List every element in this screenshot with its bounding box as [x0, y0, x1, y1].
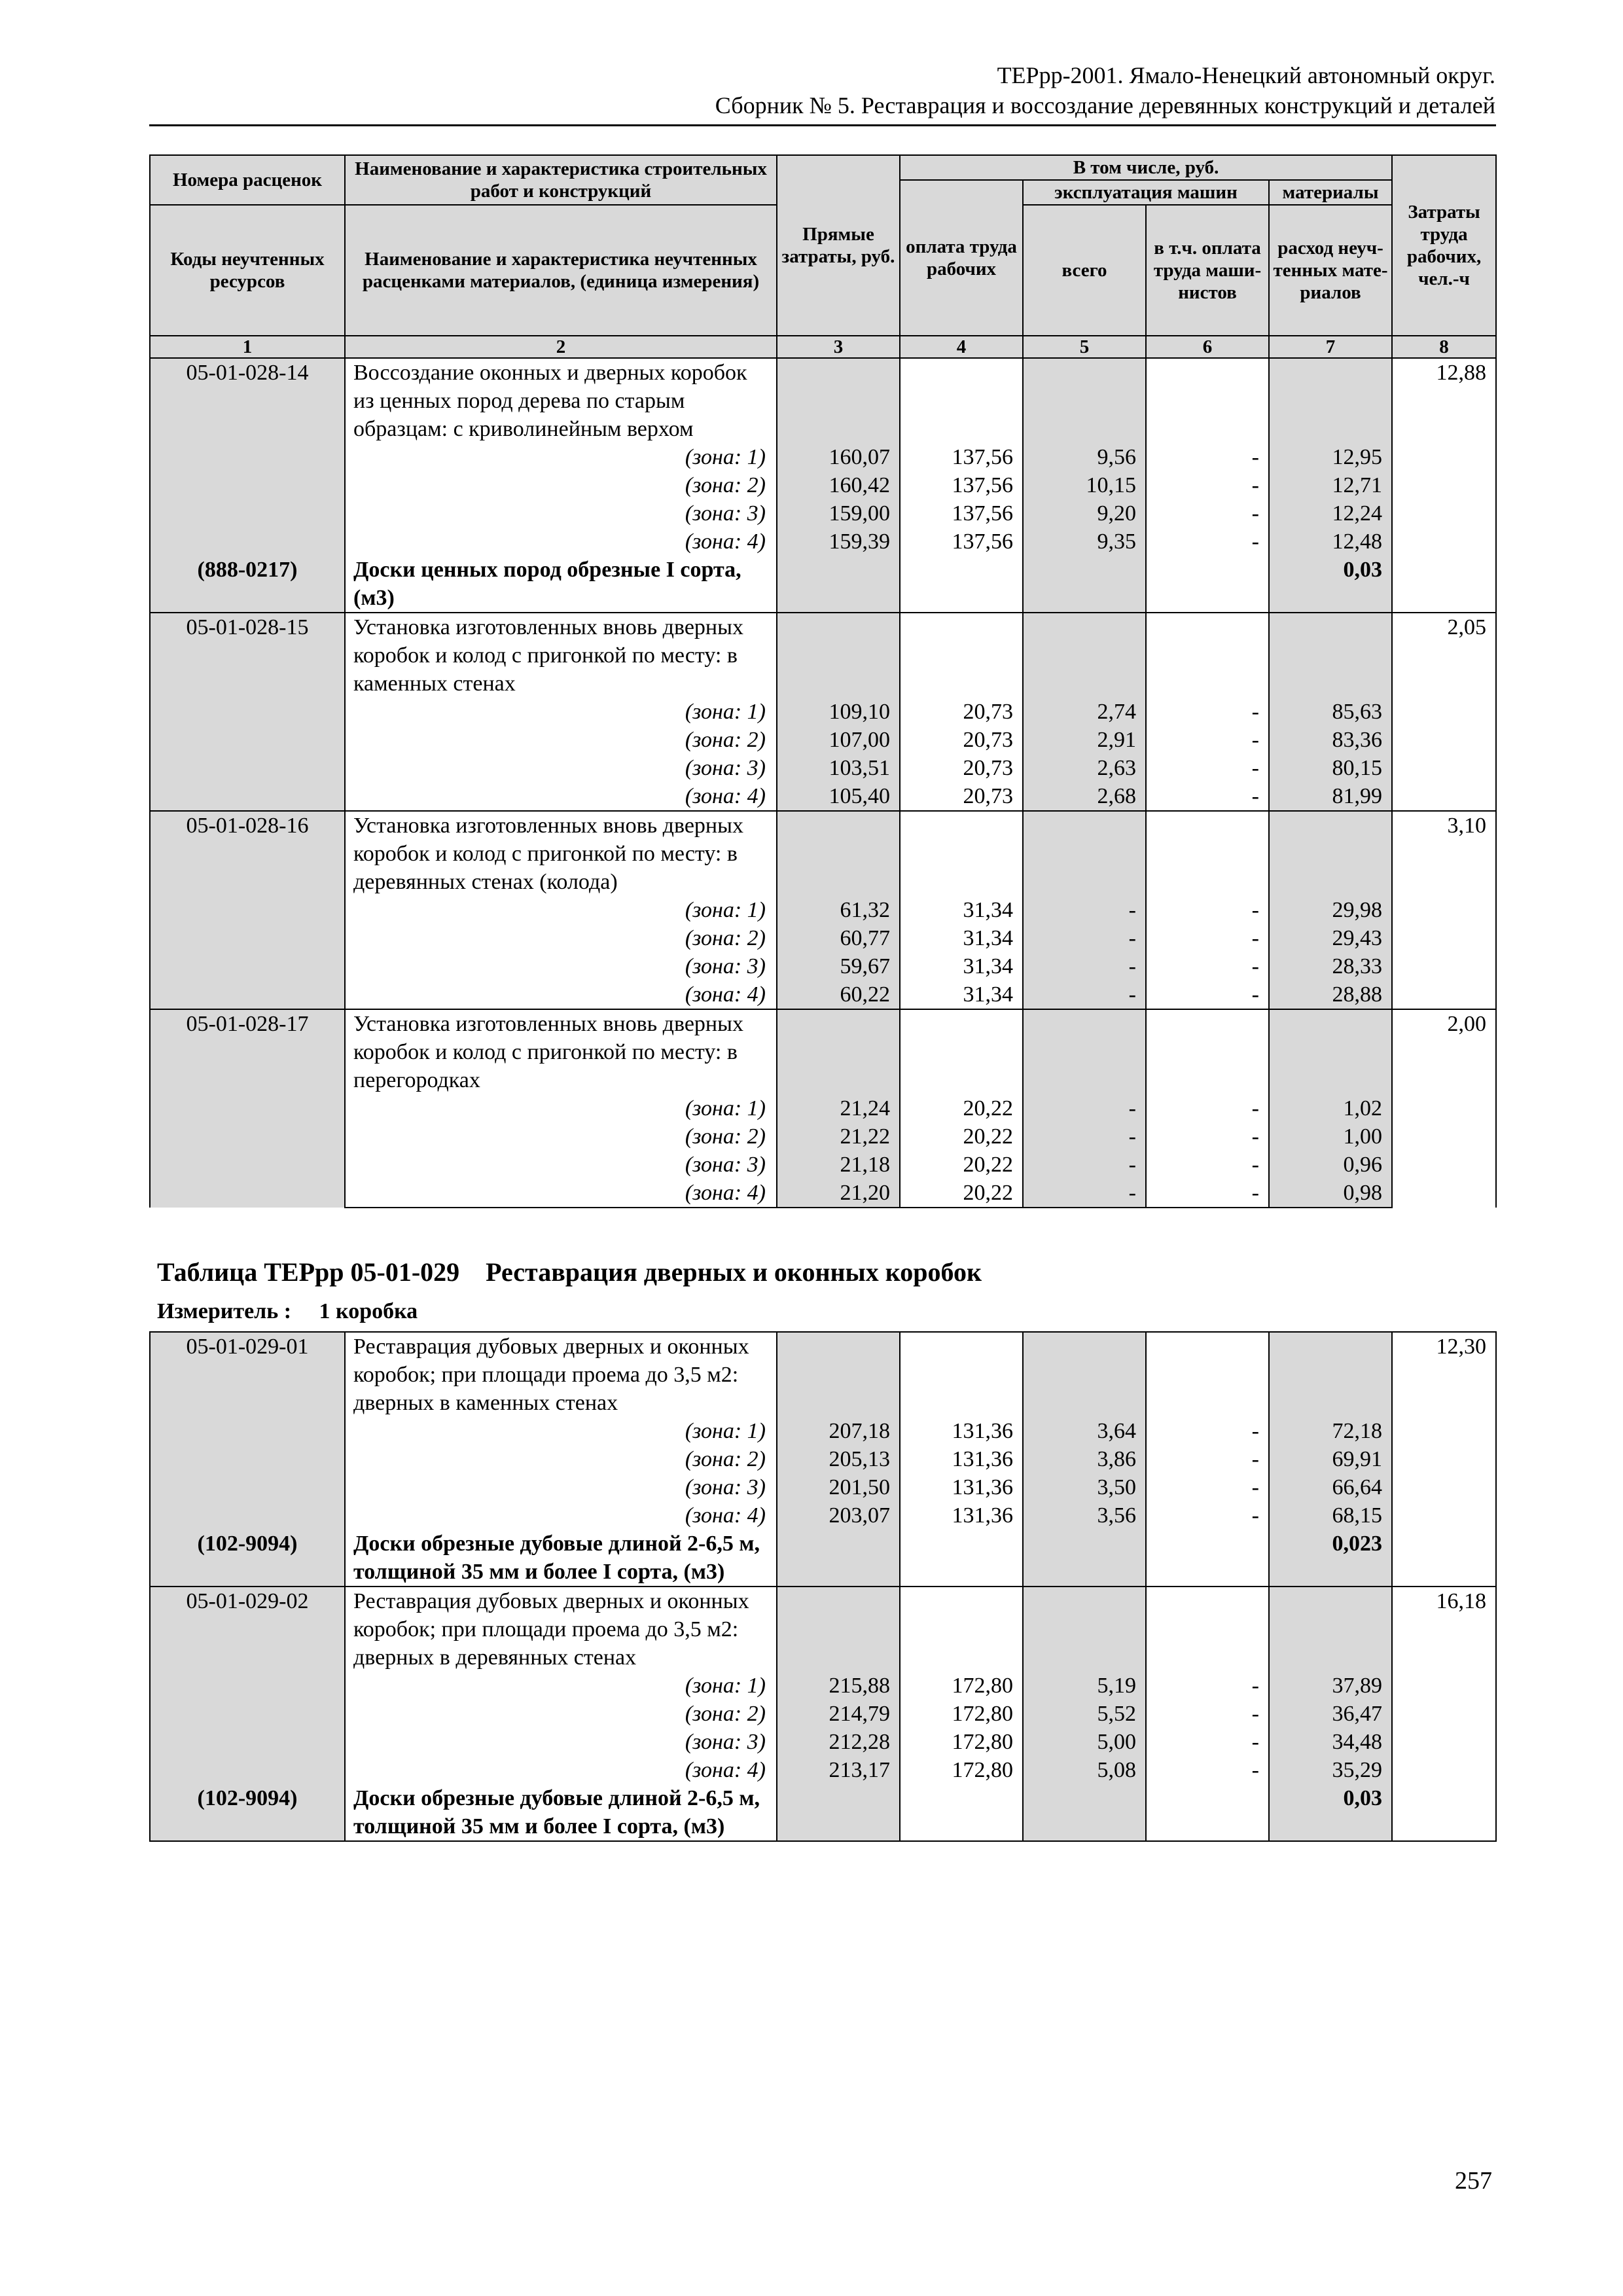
- column-number: 2: [345, 336, 777, 358]
- empty-cell: [1269, 1009, 1392, 1094]
- rate-name: Установка изготовленных вновь дверных коробок и колод с пригонкой по месту: в перегородках: [345, 1009, 777, 1094]
- zone-label: (зона: 4): [345, 1501, 777, 1530]
- header-rule: [149, 124, 1496, 126]
- rates-table-05-01-028: [149, 154, 1497, 1208]
- worker-pay: 20,73: [900, 698, 1023, 726]
- empty-cell: [1146, 1784, 1269, 1841]
- zone-row: [150, 1473, 1496, 1501]
- rate-name: Воссоздание оконных и дверных коробок из ценных пород дерева по старым образцам: с криволинейным верхом: [345, 358, 777, 443]
- zone-row: [150, 1700, 1496, 1728]
- header-work-name: Наименование и характеристика строительных работ и конструкций: [345, 155, 777, 205]
- header-unaccounted-materials: расход неуч-тенных мате-риалов: [1269, 205, 1392, 336]
- machinist-pay: -: [1146, 443, 1269, 471]
- zone-row: [150, 528, 1496, 556]
- resource-row: [150, 1784, 1496, 1841]
- machines-total: 2,91: [1023, 726, 1146, 754]
- zone-row: [150, 924, 1496, 952]
- machines-total: 9,20: [1023, 499, 1146, 528]
- zone-row: [150, 1728, 1496, 1756]
- zone-label: (зона: 1): [345, 1094, 777, 1122]
- machines-total: -: [1023, 896, 1146, 924]
- empty-cell: [1146, 1009, 1269, 1094]
- materials-cost: 1,02: [1269, 1094, 1392, 1122]
- materials-cost: 83,36: [1269, 726, 1392, 754]
- zone-label: (зона: 4): [345, 1756, 777, 1784]
- empty-cell: [777, 1784, 900, 1841]
- rate-row: [150, 1332, 1496, 1417]
- direct-cost: 61,32: [777, 896, 900, 924]
- materials-cost: 12,24: [1269, 499, 1392, 528]
- zone-label: (зона: 1): [345, 443, 777, 471]
- rate-block: [150, 811, 1496, 1009]
- labor-cost: 2,05: [1392, 613, 1496, 811]
- direct-cost: 159,39: [777, 528, 900, 556]
- machines-total: 3,50: [1023, 1473, 1146, 1501]
- labor-cost: 2,00: [1392, 1009, 1496, 1208]
- machines-total: 5,19: [1023, 1672, 1146, 1700]
- header-worker-pay: оплата труда рабочих: [900, 180, 1023, 336]
- zone-label: (зона: 4): [345, 1179, 777, 1208]
- machines-total: -: [1023, 952, 1146, 980]
- machines-total: -: [1023, 1151, 1146, 1179]
- table-2-title: Таблица ТЕРрр 05-01-029 Реставрация дверных и оконных коробок: [157, 1257, 982, 1287]
- direct-cost: 109,10: [777, 698, 900, 726]
- resource-name: Доски обрезные дубовые длиной 2-6,5 м, толщиной 35 мм и более I сорта, (м3): [345, 1784, 777, 1841]
- rate-block: [150, 1587, 1496, 1841]
- materials-cost: 12,71: [1269, 471, 1392, 499]
- rate-name: Реставрация дубовых дверных и оконных коробок; при площади проема до 3,5 м2: дверных в каменных стенах: [345, 1332, 777, 1417]
- worker-pay: 137,56: [900, 528, 1023, 556]
- zone-label: (зона: 3): [345, 499, 777, 528]
- worker-pay: 131,36: [900, 1473, 1023, 1501]
- rate-row: [150, 358, 1496, 443]
- rate-code: 05-01-028-14: [150, 358, 345, 556]
- empty-cell: [1269, 1587, 1392, 1672]
- running-header: [121, 60, 1495, 120]
- column-number: 6: [1146, 336, 1269, 358]
- worker-pay: 131,36: [900, 1501, 1023, 1530]
- machinist-pay: -: [1146, 1445, 1269, 1473]
- zone-label: (зона: 2): [345, 1445, 777, 1473]
- materials-cost: 34,48: [1269, 1728, 1392, 1756]
- worker-pay: 20,22: [900, 1094, 1023, 1122]
- empty-cell: [1146, 1587, 1269, 1672]
- empty-cell: [1023, 811, 1146, 896]
- column-number: 8: [1392, 336, 1496, 358]
- empty-cell: [1392, 1784, 1496, 1841]
- materials-cost: 0,96: [1269, 1151, 1392, 1179]
- worker-pay: 172,80: [900, 1672, 1023, 1700]
- zone-row: [150, 896, 1496, 924]
- zone-row: [150, 1151, 1496, 1179]
- zone-row: [150, 471, 1496, 499]
- direct-cost: 21,24: [777, 1094, 900, 1122]
- rate-name: Установка изготовленных вновь дверных коробок и колод с пригонкой по месту: в деревянных стенах (колода): [345, 811, 777, 896]
- labor-cost: 12,88: [1392, 358, 1496, 556]
- materials-cost: 72,18: [1269, 1417, 1392, 1445]
- machinist-pay: -: [1146, 754, 1269, 782]
- empty-cell: [1023, 1332, 1146, 1417]
- zone-label: (зона: 1): [345, 1417, 777, 1445]
- machinist-pay: -: [1146, 1094, 1269, 1122]
- rate-code: 05-01-028-15: [150, 613, 345, 811]
- zone-row: [150, 980, 1496, 1009]
- empty-cell: [900, 811, 1023, 896]
- machinist-pay: -: [1146, 1417, 1269, 1445]
- zone-label: (зона: 3): [345, 952, 777, 980]
- direct-cost: 159,00: [777, 499, 900, 528]
- zone-label: (зона: 4): [345, 528, 777, 556]
- machinist-pay: -: [1146, 952, 1269, 980]
- materials-cost: 80,15: [1269, 754, 1392, 782]
- rate-code: 05-01-028-16: [150, 811, 345, 1009]
- empty-cell: [900, 1009, 1023, 1094]
- direct-cost: 207,18: [777, 1417, 900, 1445]
- zone-row: [150, 443, 1496, 471]
- machines-total: 9,56: [1023, 443, 1146, 471]
- zone-row: [150, 1445, 1496, 1473]
- machinist-pay: -: [1146, 726, 1269, 754]
- zone-label: (зона: 4): [345, 980, 777, 1009]
- rate-block: [150, 613, 1496, 811]
- materials-cost: 12,95: [1269, 443, 1392, 471]
- rate-code: 05-01-028-17: [150, 1009, 345, 1208]
- direct-cost: 21,22: [777, 1122, 900, 1151]
- worker-pay: 31,34: [900, 980, 1023, 1009]
- direct-cost: 60,77: [777, 924, 900, 952]
- header-direct-costs: Прямые затраты, руб.: [777, 155, 900, 336]
- zone-row: [150, 1417, 1496, 1445]
- worker-pay: 172,80: [900, 1728, 1023, 1756]
- materials-cost: 29,43: [1269, 924, 1392, 952]
- worker-pay: 20,73: [900, 754, 1023, 782]
- rate-code: 05-01-029-02: [150, 1587, 345, 1784]
- zone-label: (зона: 3): [345, 1473, 777, 1501]
- worker-pay: 20,73: [900, 726, 1023, 754]
- machines-total: 3,56: [1023, 1501, 1146, 1530]
- zone-row: [150, 952, 1496, 980]
- resource-name: Доски обрезные дубовые длиной 2-6,5 м, толщиной 35 мм и более I сорта, (м3): [345, 1530, 777, 1587]
- zone-row: [150, 499, 1496, 528]
- header-materials: материалы: [1269, 180, 1392, 205]
- empty-cell: [1392, 556, 1496, 613]
- header-machinist-pay: в т.ч. оплата труда маши-нистов: [1146, 205, 1269, 336]
- worker-pay: 31,34: [900, 924, 1023, 952]
- direct-cost: 21,20: [777, 1179, 900, 1208]
- empty-cell: [777, 358, 900, 443]
- header-resource-codes: Коды неучтенных ресурсов: [150, 205, 345, 336]
- zone-row: [150, 782, 1496, 811]
- page-number: 257: [1455, 2167, 1492, 2195]
- materials-cost: 81,99: [1269, 782, 1392, 811]
- resource-code: (888-0217): [150, 556, 345, 613]
- worker-pay: 20,22: [900, 1151, 1023, 1179]
- resource-row: [150, 556, 1496, 613]
- empty-cell: [1146, 1530, 1269, 1587]
- zone-label: (зона: 1): [345, 698, 777, 726]
- zone-row: [150, 1501, 1496, 1530]
- machines-total: -: [1023, 1122, 1146, 1151]
- zone-label: (зона: 1): [345, 896, 777, 924]
- empty-cell: [900, 556, 1023, 613]
- machinist-pay: -: [1146, 698, 1269, 726]
- machinist-pay: -: [1146, 1728, 1269, 1756]
- machines-total: 2,68: [1023, 782, 1146, 811]
- worker-pay: 131,36: [900, 1445, 1023, 1473]
- labor-cost: 3,10: [1392, 811, 1496, 1009]
- materials-cost: 68,15: [1269, 1501, 1392, 1530]
- machines-total: -: [1023, 924, 1146, 952]
- header-machines-total: всего: [1023, 205, 1146, 336]
- rate-name: Установка изготовленных вновь дверных коробок и колод с пригонкой по месту: в каменных стенах: [345, 613, 777, 698]
- empty-cell: [900, 1587, 1023, 1672]
- direct-cost: 215,88: [777, 1672, 900, 1700]
- machinist-pay: -: [1146, 499, 1269, 528]
- materials-cost: 12,48: [1269, 528, 1392, 556]
- machinist-pay: -: [1146, 1501, 1269, 1530]
- direct-cost: 212,28: [777, 1728, 900, 1756]
- machines-total: -: [1023, 980, 1146, 1009]
- zone-row: [150, 1122, 1496, 1151]
- machines-total: 3,64: [1023, 1417, 1146, 1445]
- empty-cell: [777, 556, 900, 613]
- machinist-pay: -: [1146, 1179, 1269, 1208]
- empty-cell: [1023, 1530, 1146, 1587]
- column-number: 1: [150, 336, 345, 358]
- machinist-pay: -: [1146, 924, 1269, 952]
- worker-pay: 172,80: [900, 1700, 1023, 1728]
- materials-cost: 66,64: [1269, 1473, 1392, 1501]
- machinist-pay: -: [1146, 782, 1269, 811]
- empty-cell: [1023, 556, 1146, 613]
- materials-cost: 0,98: [1269, 1179, 1392, 1208]
- worker-pay: 137,56: [900, 443, 1023, 471]
- machinist-pay: -: [1146, 1756, 1269, 1784]
- header-including: В том числе, руб.: [900, 155, 1392, 180]
- empty-cell: [1146, 556, 1269, 613]
- labor-cost: 12,30: [1392, 1332, 1496, 1530]
- rate-row: [150, 613, 1496, 698]
- resource-code: (102-9094): [150, 1530, 345, 1587]
- rate-name: Реставрация дубовых дверных и оконных коробок; при площади проема до 3,5 м2: дверных в деревянных стенах: [345, 1587, 777, 1672]
- resource-code: (102-9094): [150, 1784, 345, 1841]
- empty-cell: [900, 1530, 1023, 1587]
- column-number-row: [150, 336, 1496, 358]
- worker-pay: 31,34: [900, 896, 1023, 924]
- empty-cell: [1146, 358, 1269, 443]
- direct-cost: 59,67: [777, 952, 900, 980]
- zone-label: (зона: 4): [345, 782, 777, 811]
- zone-label: (зона: 2): [345, 924, 777, 952]
- column-number: 3: [777, 336, 900, 358]
- empty-cell: [1269, 358, 1392, 443]
- machinist-pay: -: [1146, 980, 1269, 1009]
- rate-code: 05-01-029-01: [150, 1332, 345, 1530]
- empty-cell: [1146, 613, 1269, 698]
- materials-cost: 69,91: [1269, 1445, 1392, 1473]
- empty-cell: [1269, 811, 1392, 896]
- direct-cost: 214,79: [777, 1700, 900, 1728]
- zone-row: [150, 754, 1496, 782]
- zone-label: (зона: 3): [345, 754, 777, 782]
- rate-row: [150, 1587, 1496, 1672]
- worker-pay: 31,34: [900, 952, 1023, 980]
- empty-cell: [1269, 1332, 1392, 1417]
- zone-row: [150, 1179, 1496, 1208]
- empty-cell: [1023, 1587, 1146, 1672]
- machinist-pay: -: [1146, 1473, 1269, 1501]
- rate-row: [150, 811, 1496, 896]
- header-line-2: Сборник № 5. Реставрация и воссоздание деревянных конструкций и деталей: [715, 92, 1495, 118]
- empty-cell: [777, 1332, 900, 1417]
- direct-cost: 201,50: [777, 1473, 900, 1501]
- direct-cost: 107,00: [777, 726, 900, 754]
- materials-cost: 37,89: [1269, 1672, 1392, 1700]
- materials-cost: 28,88: [1269, 980, 1392, 1009]
- worker-pay: 137,56: [900, 471, 1023, 499]
- materials-cost: 35,29: [1269, 1756, 1392, 1784]
- machines-total: -: [1023, 1094, 1146, 1122]
- header-labor-costs: Затраты труда рабочих, чел.-ч: [1392, 155, 1496, 336]
- rate-block: [150, 358, 1496, 613]
- machines-total: 10,15: [1023, 471, 1146, 499]
- zone-label: (зона: 3): [345, 1728, 777, 1756]
- empty-cell: [777, 811, 900, 896]
- worker-pay: 20,22: [900, 1179, 1023, 1208]
- resource-amount: 0,023: [1269, 1530, 1392, 1587]
- empty-cell: [900, 1784, 1023, 1841]
- empty-cell: [1023, 613, 1146, 698]
- zone-label: (зона: 2): [345, 471, 777, 499]
- empty-cell: [900, 358, 1023, 443]
- machinist-pay: -: [1146, 1122, 1269, 1151]
- direct-cost: 21,18: [777, 1151, 900, 1179]
- rate-block: [150, 1009, 1496, 1208]
- worker-pay: 172,80: [900, 1756, 1023, 1784]
- empty-cell: [1146, 811, 1269, 896]
- worker-pay: 20,73: [900, 782, 1023, 811]
- machinist-pay: -: [1146, 896, 1269, 924]
- empty-cell: [1146, 1332, 1269, 1417]
- machines-total: 5,08: [1023, 1756, 1146, 1784]
- zone-label: (зона: 2): [345, 1700, 777, 1728]
- table-2-unit: Измеритель : 1 коробка: [157, 1299, 418, 1323]
- zone-row: [150, 726, 1496, 754]
- empty-cell: [900, 1332, 1023, 1417]
- header-line-1: ТЕРрр-2001. Ямало-Ненецкий автономный округ.: [997, 62, 1495, 88]
- direct-cost: 60,22: [777, 980, 900, 1009]
- empty-cell: [1269, 613, 1392, 698]
- rate-block: [150, 1332, 1496, 1587]
- rates-table-05-01-029: [149, 1331, 1497, 1842]
- machines-total: 2,63: [1023, 754, 1146, 782]
- worker-pay: 20,22: [900, 1122, 1023, 1151]
- zone-row: [150, 1094, 1496, 1122]
- empty-cell: [1023, 358, 1146, 443]
- header-machine-operation: эксплуатация машин: [1023, 180, 1269, 205]
- empty-cell: [900, 613, 1023, 698]
- machines-total: 3,86: [1023, 1445, 1146, 1473]
- machines-total: 5,00: [1023, 1728, 1146, 1756]
- empty-cell: [1023, 1784, 1146, 1841]
- direct-cost: 160,42: [777, 471, 900, 499]
- zone-label: (зона: 2): [345, 1122, 777, 1151]
- zone-row: [150, 1672, 1496, 1700]
- machinist-pay: -: [1146, 1151, 1269, 1179]
- machines-total: 5,52: [1023, 1700, 1146, 1728]
- machinist-pay: -: [1146, 1672, 1269, 1700]
- machinist-pay: -: [1146, 528, 1269, 556]
- rate-row: [150, 1009, 1496, 1094]
- empty-cell: [777, 613, 900, 698]
- direct-cost: 103,51: [777, 754, 900, 782]
- zone-row: [150, 698, 1496, 726]
- empty-cell: [1023, 1009, 1146, 1094]
- materials-cost: 85,63: [1269, 698, 1392, 726]
- direct-cost: 203,07: [777, 1501, 900, 1530]
- empty-cell: [777, 1587, 900, 1672]
- empty-cell: [777, 1530, 900, 1587]
- machines-total: 2,74: [1023, 698, 1146, 726]
- resource-name: Доски ценных пород обрезные I сорта, (м3): [345, 556, 777, 613]
- column-number: 7: [1269, 336, 1392, 358]
- materials-cost: 36,47: [1269, 1700, 1392, 1728]
- zone-label: (зона: 3): [345, 1151, 777, 1179]
- resource-amount: 0,03: [1269, 556, 1392, 613]
- empty-cell: [777, 1009, 900, 1094]
- materials-cost: 29,98: [1269, 896, 1392, 924]
- direct-cost: 160,07: [777, 443, 900, 471]
- resource-amount: 0,03: [1269, 1784, 1392, 1841]
- header-rate-numbers: Номера расценок: [150, 155, 345, 205]
- materials-cost: 28,33: [1269, 952, 1392, 980]
- worker-pay: 131,36: [900, 1417, 1023, 1445]
- direct-cost: 213,17: [777, 1756, 900, 1784]
- zone-label: (зона: 2): [345, 726, 777, 754]
- direct-cost: 105,40: [777, 782, 900, 811]
- header-material-name: Наименование и характеристика неучтенных расценками материалов, (единица измерения): [345, 205, 777, 336]
- zone-label: (зона: 1): [345, 1672, 777, 1700]
- machinist-pay: -: [1146, 471, 1269, 499]
- labor-cost: 16,18: [1392, 1587, 1496, 1784]
- resource-row: [150, 1530, 1496, 1587]
- machines-total: -: [1023, 1179, 1146, 1208]
- worker-pay: 137,56: [900, 499, 1023, 528]
- zone-row: [150, 1756, 1496, 1784]
- materials-cost: 1,00: [1269, 1122, 1392, 1151]
- machines-total: 9,35: [1023, 528, 1146, 556]
- column-number: 4: [900, 336, 1023, 358]
- empty-cell: [1392, 1530, 1496, 1587]
- direct-cost: 205,13: [777, 1445, 900, 1473]
- column-number: 5: [1023, 336, 1146, 358]
- machinist-pay: -: [1146, 1700, 1269, 1728]
